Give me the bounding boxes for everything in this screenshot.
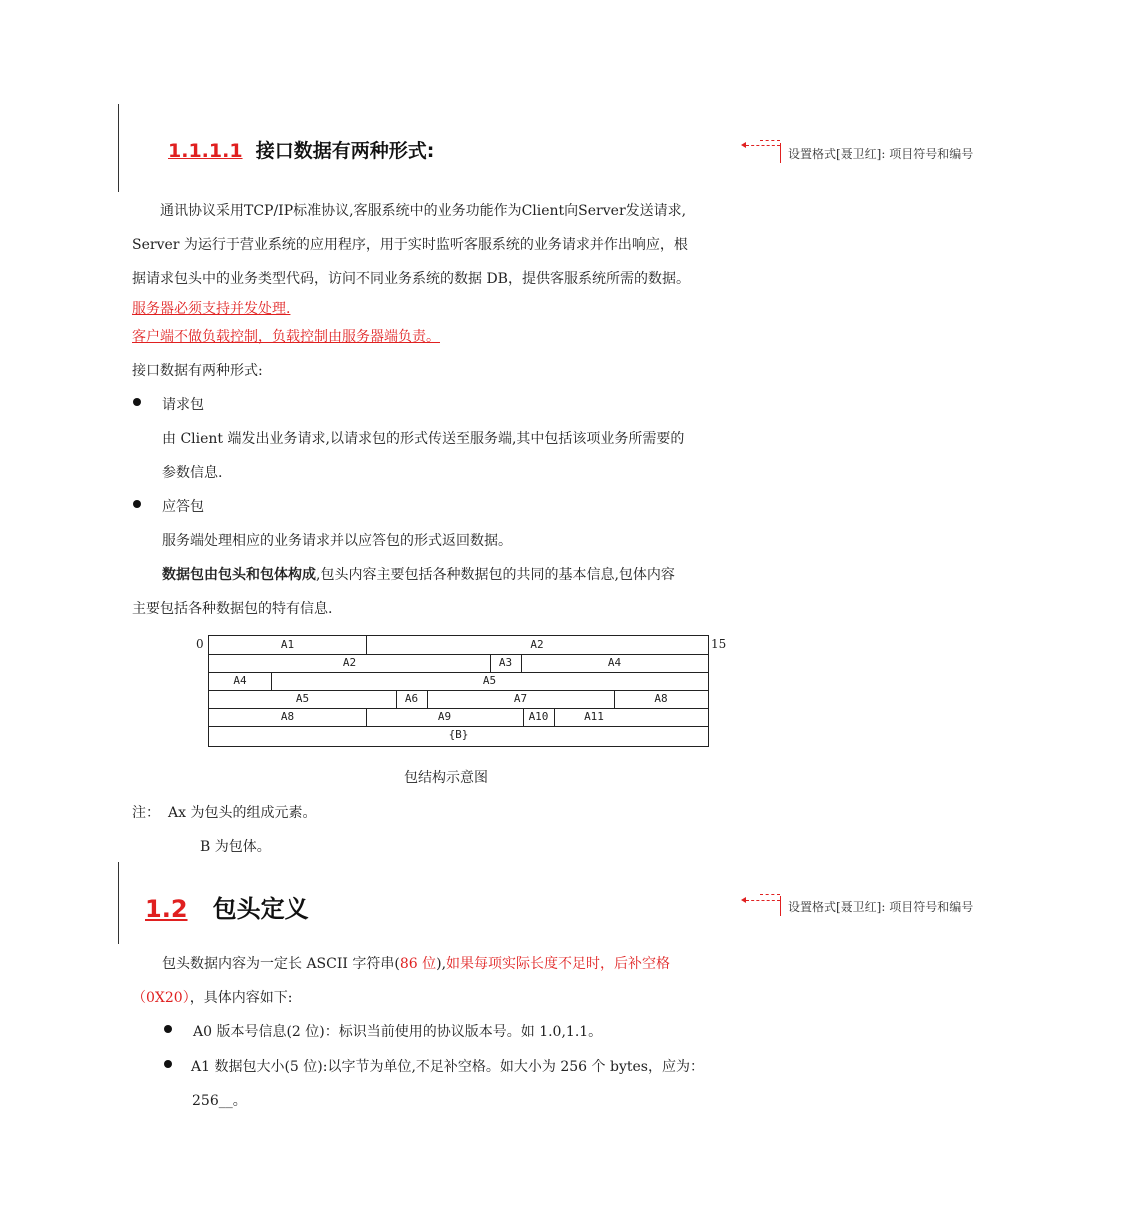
packet-field: A8 [209,708,367,726]
section-heading-1-1-1-1 [168,136,434,163]
inserted-text-concurrency: 服务器必须支持并发处理. [132,301,291,317]
header-def-line-1: 包头数据内容为一定长 ASCII 字符串(86 位),如果每项实际长度不足时，后补空格 [162,956,671,972]
intro-line-1: 通讯协议采用TCP/IP标准协议,客服系统中的业务功能作为Client向Server发送请求, [160,203,687,219]
bullet-icon [164,1025,172,1033]
structure-line-2: 主要包括各种数据包的特有信息. [132,601,333,617]
notes-line-1: Ax 为包头的组成元素。 [168,805,317,821]
comment-connector [760,140,780,141]
comment-connector [746,145,780,146]
header-def-line-2: （0X20），具体内容如下: [132,990,293,1006]
format-comment-1[interactable]: 设置格式[聂卫红]: 项目符号和编号 [788,147,974,161]
comment-bar [780,143,781,163]
packet-row-2 [209,654,708,673]
section-heading-1-2 [145,889,309,924]
bullet-icon [133,398,141,406]
structure-rest: ,包头内容主要包括各种数据包的共同的基本信息,包体内容 [316,567,675,583]
bullet-icon [164,1060,172,1068]
packet-row-5 [209,708,708,727]
packet-row-6 [209,726,708,744]
diagram-left-label: 0 [196,637,204,651]
change-bar-1 [118,104,119,192]
response-title: 应答包 [162,499,204,515]
response-line-1: 服务端处理相应的业务请求并以应答包的形式返回数据。 [162,533,512,549]
packet-field: A7 [427,690,615,708]
packet-field: A4 [607,656,622,669]
packet-row-3 [209,672,708,691]
notes-line-2: B 为包体。 [200,839,271,855]
packet-field: A3 [490,654,522,672]
packet-row-1 [209,636,708,655]
format-comment-2[interactable]: 设置格式[聂卫红]: 项目符号和编号 [788,900,974,914]
packet-field: A8 [654,692,668,705]
bullet-icon [133,500,141,508]
packet-field: A10 [523,708,555,726]
notes-label: 注： [132,805,160,821]
packet-field: A9 [366,708,524,726]
request-title: 请求包 [162,397,204,413]
diagram-caption: 包结构示意图 [404,770,488,786]
comment-connector [746,900,780,901]
heading-title: 包头定义 [212,895,309,923]
request-line-1: 由 Client 端发出业务请求,以请求包的形式传送至服务端,其中包括该项业务所需要的 [162,431,685,447]
comment-bar [780,896,781,916]
packet-field: A2 [209,654,491,672]
packet-row-4 [209,690,708,709]
structure-line-1 [162,564,675,584]
heading-number: 1.2 [145,895,188,923]
packet-field-body: {B} [448,728,469,741]
change-bar-2 [118,862,119,944]
heading-title: 接口数据有两种形式: [255,140,435,162]
packet-field: A2 [530,638,544,651]
forms-line: 接口数据有两种形式: [132,363,263,379]
intro-line-2: Server 为运行于营业系统的应用程序，用于实时监听客服系统的业务请求并作出响应，根 [132,237,688,253]
inserted-text-load-control: 客户端不做负载控制，负载控制由服务器端负责。 [132,329,440,345]
packet-field: A4 [209,672,272,690]
packet-field: A11 [584,710,604,723]
item-a0: A0 版本号信息(2 位)：标识当前使用的协议版本号。如 1.0,1.1。 [193,1024,603,1040]
heading-number: 1.1.1.1 [168,140,243,162]
structure-bold: 数据包由包头和包体构成 [162,567,316,583]
item-a1: A1 数据包大小(5 位):以字节为单位,不足补空格。如大小为 256 个 bytes，应为： [191,1059,704,1075]
packet-structure-diagram [208,635,709,747]
packet-field: A6 [396,690,428,708]
diagram-right-label: 15 [711,637,727,651]
request-line-2: 参数信息. [162,465,223,481]
comment-connector [760,894,780,895]
intro-line-3: 据请求包头中的业务类型代码，访问不同业务系统的数据 DB，提供客服系统所需的数据。 [132,271,690,287]
packet-field: A1 [209,636,367,654]
item-a1-cont: 256__。 [192,1093,247,1109]
packet-field: A5 [209,690,397,708]
packet-field: A5 [482,674,497,687]
